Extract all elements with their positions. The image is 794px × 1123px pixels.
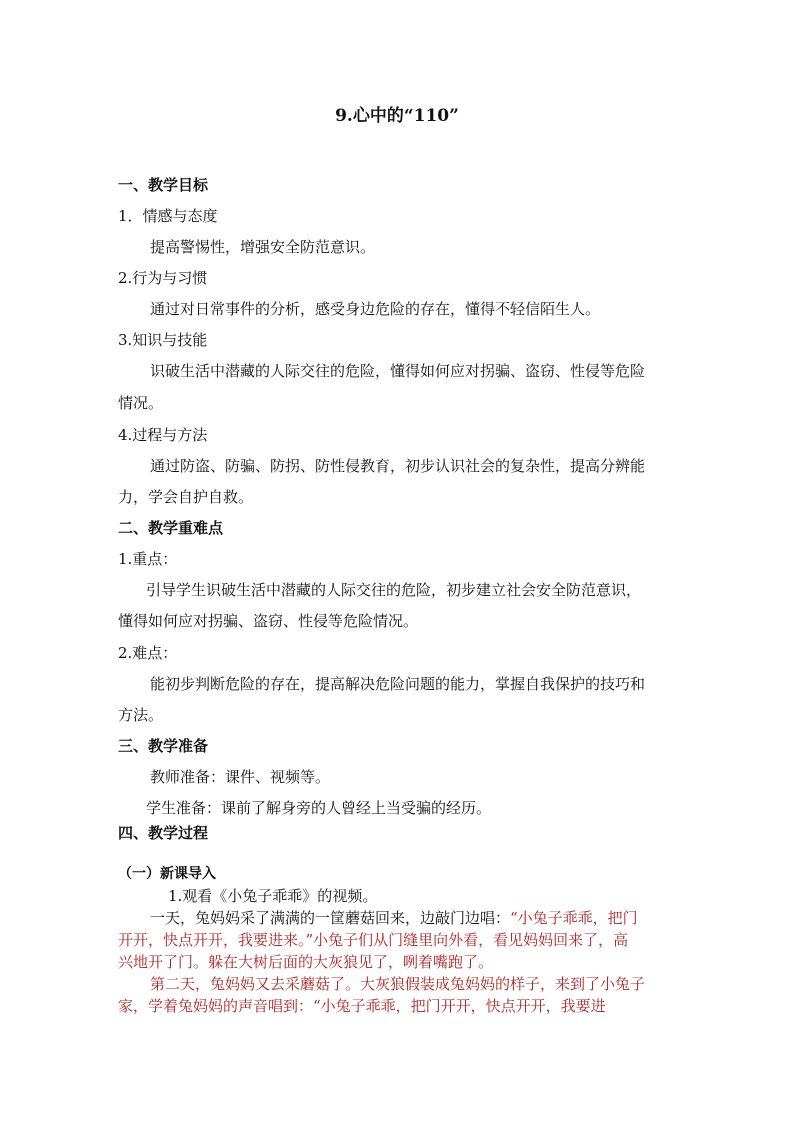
section-heading-process: 四、教学过程 xyxy=(118,824,209,842)
difficulty-text-line1: 能初步判断危险的存在，提高解决危险问题的能力，掌握自我保护的技巧和 xyxy=(150,675,646,693)
story-paragraph-1-line3: 兴地开了门。躲在大树后面的大灰狼见了，咧着嘴跑了。 xyxy=(118,953,494,971)
subsection-introduction: （一）新课导入 xyxy=(118,866,216,882)
document-title: 9.心中的“110” xyxy=(335,106,459,126)
section-heading-preparation: 三、教学准备 xyxy=(118,737,209,755)
objective-3-text-line2: 情况。 xyxy=(118,394,164,412)
objective-1-text: 提高警惕性，增强安全防范意识。 xyxy=(150,238,376,256)
teacher-preparation: 教师准备：课件、视频等。 xyxy=(150,768,331,786)
section-heading-key-points: 二、教学重难点 xyxy=(118,519,224,537)
difficulty-title: 2.难点： xyxy=(118,644,178,662)
story-1-narration: 一天，兔妈妈采了满满的一筐蘑菇回来，边敲门边唱： xyxy=(150,909,511,927)
objective-3-title: 3.知识与技能 xyxy=(118,331,208,349)
objective-2-title: 2.行为与习惯 xyxy=(118,269,208,287)
objective-2-text: 通过对日常事件的分析，感受身边危险的存在，懂得不轻信陌生人。 xyxy=(150,300,601,318)
objective-4-text-line1: 通过防盗、防骗、防拐、防性侵教育，初步认识社会的复杂性，提高分辨能 xyxy=(150,457,646,475)
objective-4-text-line2: 力，学会自护自救。 xyxy=(118,488,254,506)
objective-3-text-line1: 识破生活中潜藏的人际交往的危险，懂得如何应对拐骗、盗窃、性侵等危险 xyxy=(150,362,646,380)
step-1-watch-video: 1.观看《小兔子乖乖》的视频。 xyxy=(168,887,378,905)
key-point-text-line2: 懂得如何应对拐骗、盗窃、性侵等危险情况。 xyxy=(118,612,419,630)
key-point-title: 1.重点： xyxy=(118,550,178,568)
story-paragraph-2-line2: 家，学着兔妈妈的声音唱到：“小兔子乖乖，把门开开，快点开开，我要进 xyxy=(118,997,606,1015)
story-paragraph-1-line1 xyxy=(150,907,638,929)
story-1-song: “小兔子乖乖，把门 xyxy=(510,909,638,927)
difficulty-text-line2: 方法。 xyxy=(118,706,164,724)
key-point-text-line1: 引导学生识破生活中潜藏的人际交往的危险，初步建立社会安全防范意识， xyxy=(146,581,642,599)
objective-1-title: 1．情感与态度 xyxy=(118,207,218,225)
section-heading-objectives: 一、教学目标 xyxy=(118,176,209,194)
student-preparation: 学生准备：课前了解身旁的人曾经上当受骗的经历。 xyxy=(146,799,492,817)
story-paragraph-2-line1: 第二天，兔妈妈又去采蘑菇了。大灰狼假装成兔妈妈的样子，来到了小兔子 xyxy=(150,975,646,993)
objective-4-title: 4.过程与方法 xyxy=(118,426,208,444)
story-paragraph-1-line2: 开开，快点开开，我要进来。”小兔子们从门缝里向外看，看见妈妈回来了，高 xyxy=(118,931,629,949)
